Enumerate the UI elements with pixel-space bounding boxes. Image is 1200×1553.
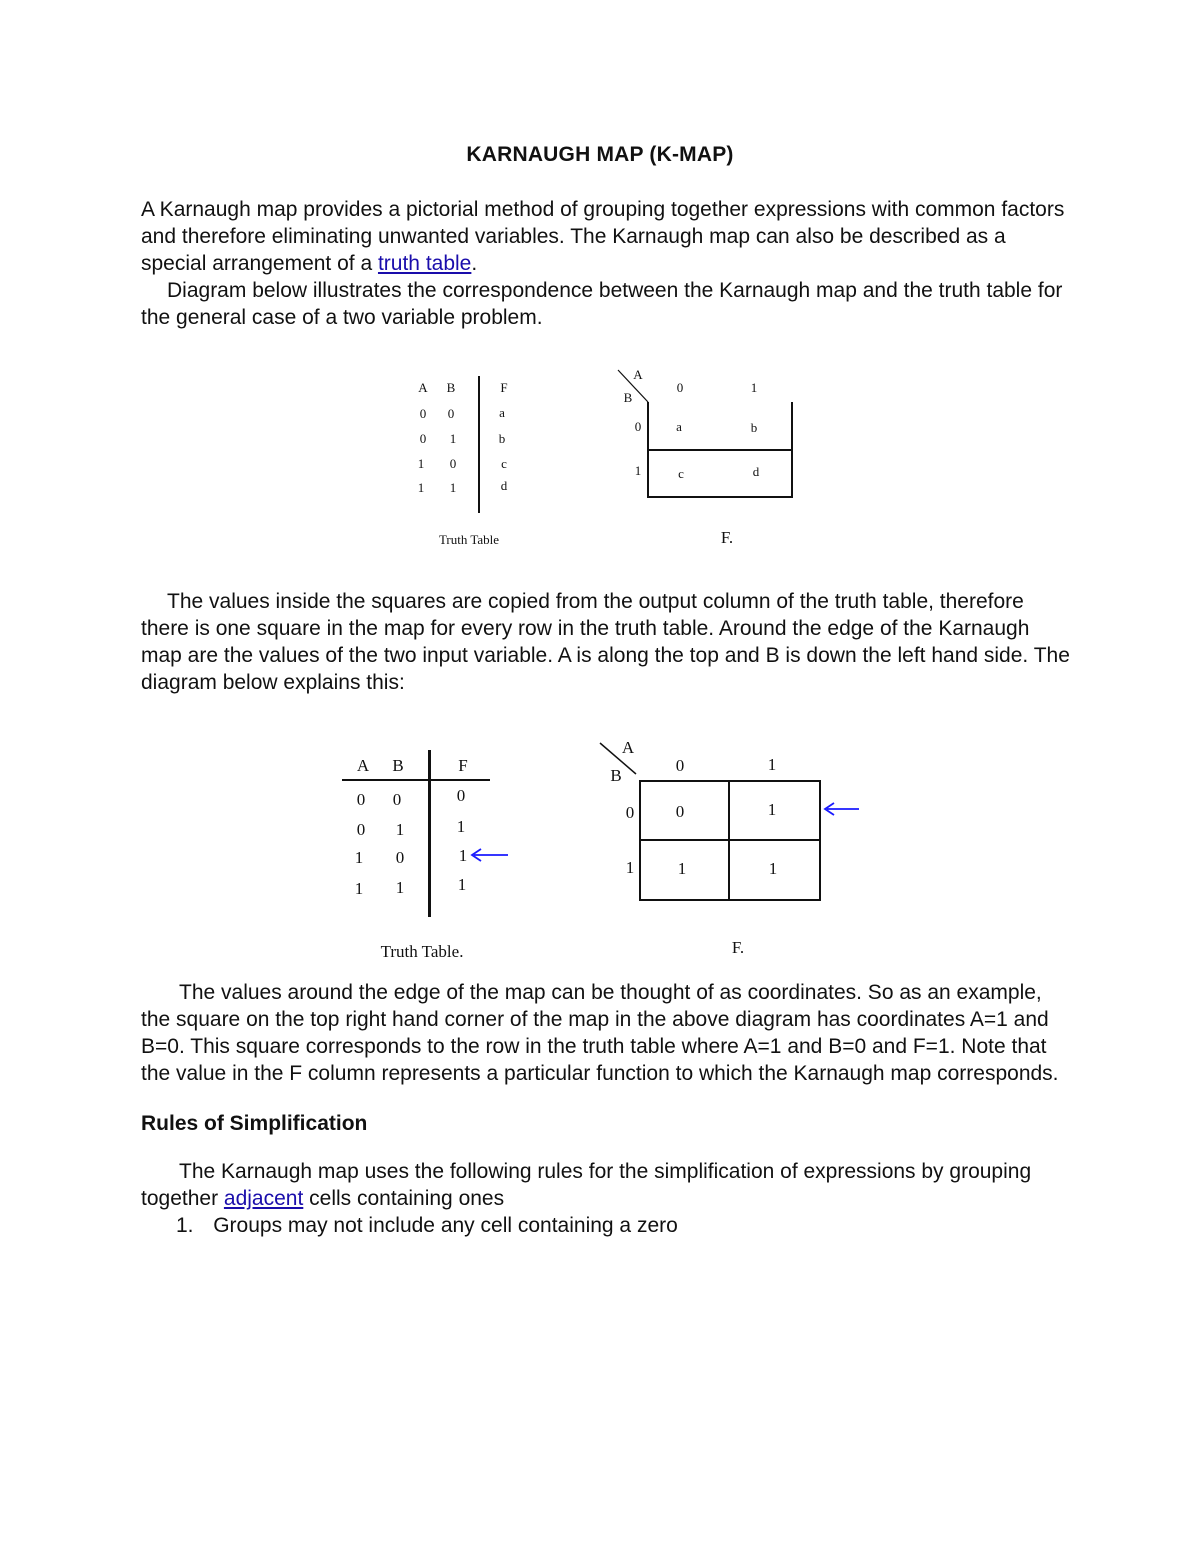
d2-cell: 1 — [395, 878, 405, 897]
d2-kmap-arrow-icon — [821, 800, 863, 818]
d2-col-label: 0 — [675, 756, 685, 775]
d2-cell: 1 — [456, 817, 466, 836]
d1-kmap-cell: a — [676, 419, 682, 434]
d1-kmap-cell: d — [752, 464, 760, 479]
d2-header-b: B — [392, 756, 404, 775]
d1-kmap-cell: c — [678, 466, 684, 481]
d2-corner-top-label: A — [621, 738, 635, 757]
truth-table-link[interactable]: truth table — [377, 252, 472, 275]
rule-number: 1. — [176, 1214, 194, 1237]
page-title: KARNAUGH MAP (K-MAP) — [466, 143, 734, 166]
adjacent-link[interactable]: adjacent — [223, 1187, 304, 1210]
d1-header-a: A — [418, 380, 428, 395]
rules-list-item — [176, 1212, 678, 1239]
d2-row-label: 0 — [625, 803, 635, 822]
d1-cell: 0 — [419, 406, 427, 421]
intro-text-end: . — [471, 252, 478, 275]
d1-cell: c — [501, 456, 507, 471]
d2-cell: 1 — [354, 879, 364, 898]
d1-col-label: 1 — [750, 380, 758, 395]
d2-cell: 0 — [392, 790, 402, 809]
d2-row-label: 1 — [625, 858, 635, 877]
d1-cell: 0 — [449, 456, 457, 471]
rules-heading: Rules of Simplification — [141, 1112, 368, 1135]
d2-header-a: A — [356, 756, 370, 775]
d2-kmap-cell: 0 — [675, 802, 685, 821]
rule-text: Groups may not include any cell containing a zero — [213, 1214, 678, 1237]
rules-intro-text: The Karnaugh map uses the following rules for the simplification of expressions by grouping together — [141, 1160, 1032, 1210]
d2-cell: 1 — [395, 820, 405, 839]
rules-intro-text-end: cells containing ones — [303, 1187, 505, 1210]
d1-table-caption: Truth Table — [438, 532, 500, 547]
rules-intro — [141, 1158, 1071, 1212]
intro-text: A Karnaugh map provides a pictorial method of grouping together expressions with common factors and therefore eliminating unwanted variables. The Karnaugh map can also be described as a special arrangement of a — [141, 198, 1065, 275]
d1-cell: 1 — [449, 431, 457, 446]
d2-cell: 0 — [356, 790, 366, 809]
d1-header-b: B — [446, 380, 456, 395]
d2-header-f: F — [458, 756, 468, 775]
d1-cell: 0 — [447, 406, 455, 421]
d2-cell: 0 — [395, 848, 405, 867]
d2-cell: 1 — [354, 848, 364, 867]
d2-kmap-caption: F. — [731, 938, 745, 957]
d2-kmap-cell: 1 — [767, 800, 777, 819]
d2-cell: 0 — [356, 820, 366, 839]
d1-cell: a — [499, 405, 505, 420]
d2-kmap-cell: 1 — [677, 859, 687, 878]
para4: The values around the edge of the map can be thought of as coordinates. So as an example, the square on the top right hand corner of the map in the above diagram has coordinates A=1 and B=0. This square corresponds to the row in the truth table where A=1 and B=0 and F=1. Note that the value in the F column represents a particular function to which the Karnaugh map corresponds. — [141, 981, 1059, 1085]
intro2-paragraph: Diagram below illustrates the correspondence between the Karnaugh map and the truth table for the general case of a two variable problem. — [141, 279, 1063, 329]
d2-table-divider — [428, 750, 431, 917]
d1-cell: 0 — [419, 431, 427, 446]
d2-col-label: 1 — [767, 755, 777, 774]
d1-corner-top-label: A — [633, 367, 643, 382]
d2-kmap-cell: 1 — [768, 859, 778, 878]
d1-cell: b — [498, 431, 506, 446]
d2-table-arrow-icon — [468, 846, 510, 864]
para3: The values inside the squares are copied from the output column of the truth table, therefore there is one square in the map for every row in the truth table. Around the edge of the Karnaugh map are the values of the two input variable. A is along the top and B is down the left hand side. The diagram below explains this: — [141, 590, 1070, 694]
d1-cell: 1 — [417, 480, 425, 495]
d1-col-label: 0 — [676, 380, 684, 395]
d1-row-label: 1 — [634, 463, 642, 478]
d2-kmap-row-divider — [639, 839, 821, 841]
d1-cell: d — [500, 478, 508, 493]
d2-cell: 0 — [456, 786, 466, 805]
d2-cell: 1 — [457, 875, 467, 894]
d1-cell: 1 — [449, 480, 457, 495]
d1-kmap-caption: F. — [720, 528, 734, 547]
d1-corner-left-label: B — [623, 390, 633, 405]
d1-cell: 1 — [417, 456, 425, 471]
d2-table-header-rule — [342, 779, 490, 781]
d1-kmap-cell: b — [750, 420, 758, 435]
d2-table-caption: Truth Table. — [380, 942, 464, 961]
d2-corner-left-label: B — [610, 766, 622, 785]
d1-row-label: 0 — [634, 419, 642, 434]
d1-header-f: F — [500, 380, 508, 395]
d2-cell: 1 — [458, 846, 468, 865]
